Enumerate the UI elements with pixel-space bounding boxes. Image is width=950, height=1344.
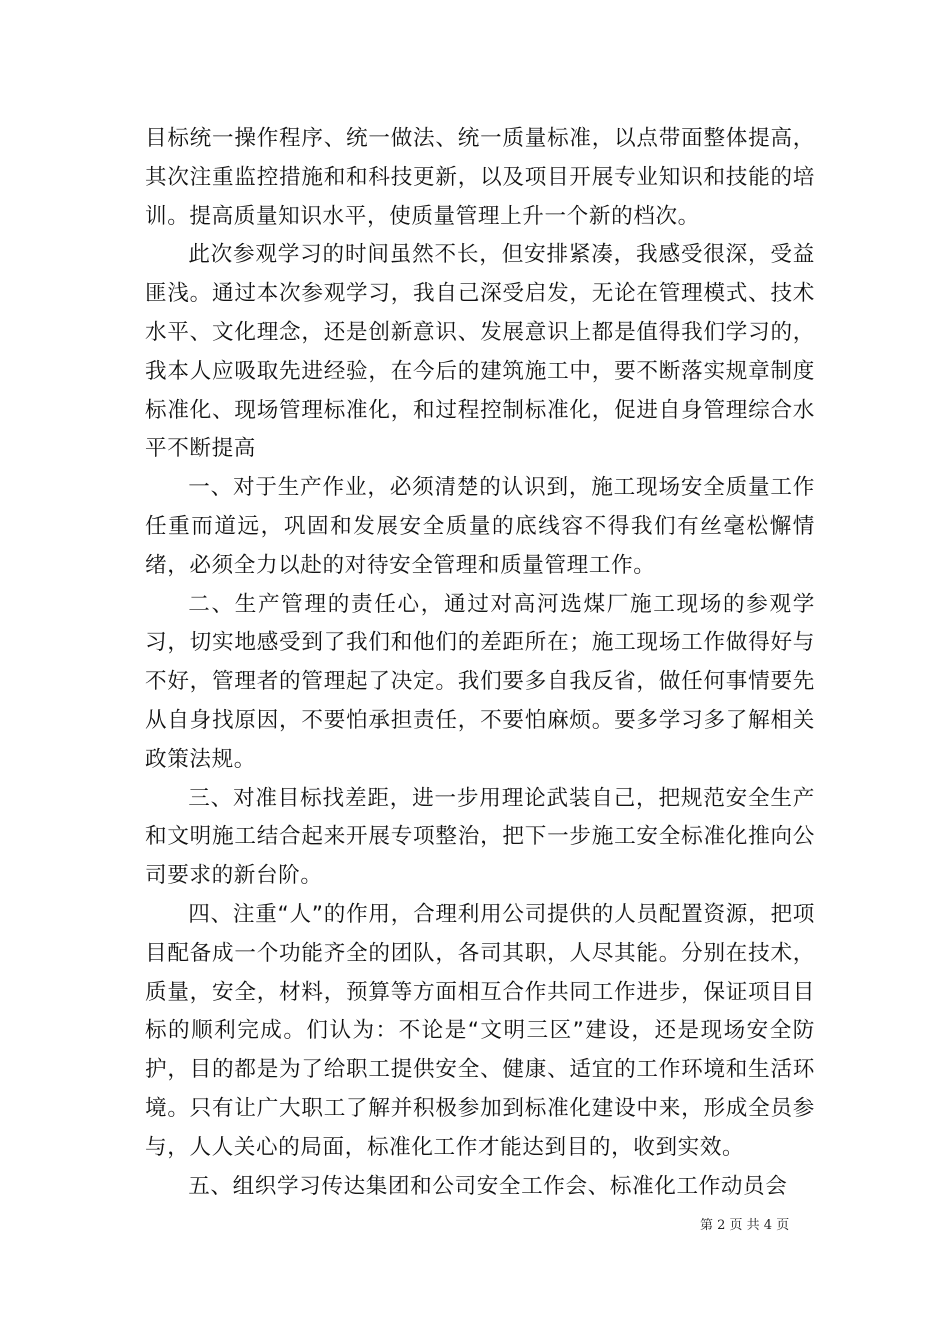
paragraph-visit-summary: 此次参观学习的时间虽然不长，但安排紧凑，我感受很深，受益匪浅。通过本次参观学习，我自己深受启发，无论在管理模式、技术水平、文化理念，还是创新意识、发展意识上都是值得我们学习的，我本人应吸取先进经验，在今后的建筑施工中，要不断落实规章制度标准化、现场管理标准化，和过程控制标准化，促进自身管理综合水平不断提高 [145,242,815,462]
paragraph-point-five: 五、组织学习传达集团和公司安全工作会、标准化工作动员会 [188,1173,788,1199]
page-number-footer: 第 2 页 共 4 页 [700,1218,790,1233]
document-body [145,120,815,1206]
paragraph-point-three: 三、对准目标找差距，进一步用理论武装自己，把规范安全生产和文明施工结合起来开展专项整治，把下一步施工安全标准化推向公司要求的新台阶。 [145,785,815,889]
paragraph-point-four: 四、注重“人”的作用，合理利用公司提供的人员配置资源，把项目配备成一个功能齐全的团队，各司其职，人尽其能。分别在技术，质量，安全，材料，预算等方面相互合作共同工作进步，保证项目目标的顺利完成。们认为：不论是“文明三区”建设，还是现场安全防护，目的都是为了给职工提供安全、健康、适宜的工作环境和生活环境。只有让广大职工了解并积极参加到标准化建设中来，形成全员参与，人人关心的局面，标准化工作才能达到目的，收到实效。 [145,901,815,1160]
paragraph-point-two: 二、生产管理的责任心，通过对高河选煤厂施工现场的参观学习，切实地感受到了我们和他们的差距所在；施工现场工作做得好与不好，管理者的管理起了决定。我们要多自我反省，做任何事情要先从自身找原因，不要怕承担责任，不要怕麻烦。要多学习多了解相关政策法规。 [145,591,815,772]
paragraph-continuation: 目标统一操作程序、统一做法、统一质量标准，以点带面整体提高，其次注重监控措施和和科技更新，以及项目开展专业知识和技能的培训。提高质量知识水平，使质量管理上升一个新的档次。 [145,126,815,229]
paragraph-point-one: 一、对于生产作业，必须清楚的认识到，施工现场安全质量工作任重而道远，巩固和发展安全质量的底线容不得我们有丝毫松懈情绪，必须全力以赴的对待安全管理和质量管理工作。 [145,475,815,578]
